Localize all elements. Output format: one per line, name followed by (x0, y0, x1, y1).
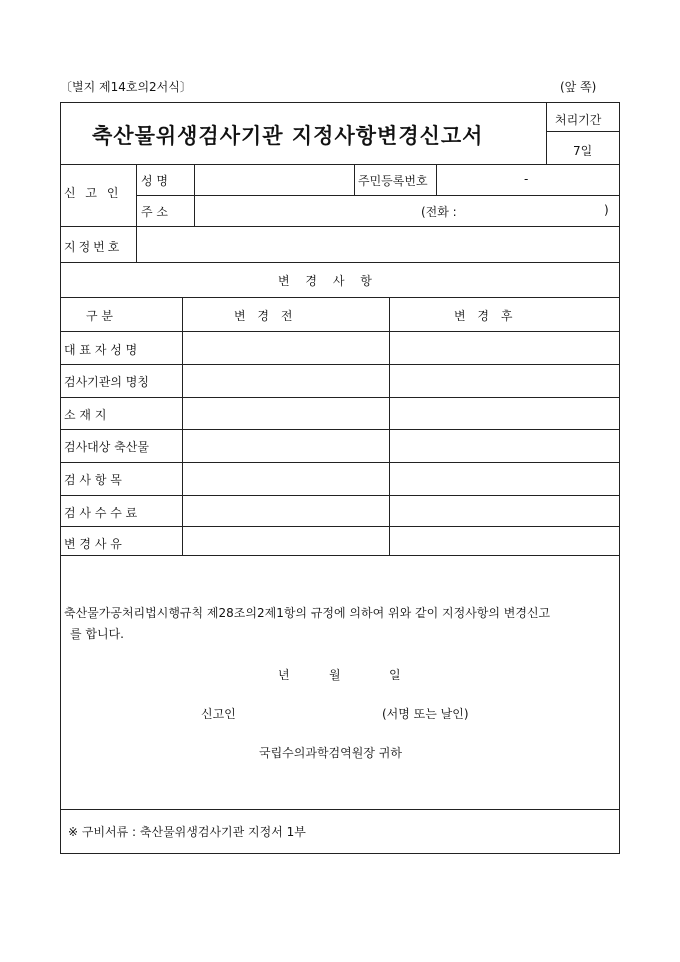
date-year-label: 년 (278, 668, 290, 682)
agency-name-after[interactable] (391, 366, 619, 396)
change-reason-before[interactable] (184, 528, 388, 554)
date-month-label: 월 (329, 668, 341, 682)
statement-line-1: 축산물가공처리법시행규칙 제28조의2제1항의 규정에 의하여 위와 같이 지정사항의 변경신고 (64, 606, 551, 620)
row-label-representative-name: 대 표 자 성 명 (64, 343, 138, 357)
processing-period-value: 7일 (573, 144, 593, 158)
address-label: 주 소 (141, 205, 168, 219)
signature-note: (서명 또는 날인) (382, 707, 469, 721)
name-label: 성 명 (141, 174, 168, 188)
representative-name-before[interactable] (184, 333, 388, 363)
phone-close-paren: ) (604, 203, 609, 217)
signer-signature-field[interactable] (250, 700, 378, 722)
phone-label: (전화 : (421, 205, 457, 219)
row-label-location: 소 재 지 (64, 408, 107, 422)
inspection-fee-before[interactable] (184, 497, 388, 525)
location-after[interactable] (391, 399, 619, 429)
location-before[interactable] (184, 399, 388, 429)
change-reason-after[interactable] (391, 528, 619, 554)
inspected-products-before[interactable] (184, 431, 388, 461)
reporter-label: 신 고 인 (64, 186, 122, 200)
form-number-label: 〔별지 제14호의2서식〕 (60, 80, 192, 94)
row-label-change-reason: 변 경 사 유 (64, 537, 122, 551)
agency-name-before[interactable] (184, 366, 388, 396)
designation-number-label: 지정번호 (64, 240, 123, 254)
category-header: 구 분 (86, 309, 113, 323)
change-items-title: 변 경 사 항 (278, 274, 378, 288)
after-change-header: 변 경 후 (454, 309, 517, 323)
inspection-fee-after[interactable] (391, 497, 619, 525)
recipient-label: 국립수의과학검역원장 귀하 (259, 746, 402, 760)
inspection-items-before[interactable] (184, 464, 388, 494)
resident-number-label: 주민등록번호 (358, 174, 428, 188)
resident-number-dash: - (524, 172, 529, 186)
statement-line-2: 를 합니다. (70, 627, 124, 641)
required-documents-note: ※ 구비서류 : 축산물위생검사기관 지정서 1부 (68, 825, 306, 839)
row-label-inspection-items: 검 사 항 목 (64, 473, 122, 487)
processing-period-label: 처리기간 (555, 113, 602, 127)
row-label-agency-name: 검사기관의 명칭 (64, 375, 149, 389)
address-field[interactable] (196, 197, 618, 225)
page-side-label: (앞 쪽) (560, 80, 597, 94)
row-label-inspection-fee: 검 사 수 수 료 (64, 506, 138, 520)
inspection-items-after[interactable] (391, 464, 619, 494)
before-change-header: 변 경 전 (234, 309, 297, 323)
row-label-inspected-products: 검사대상 축산물 (64, 440, 149, 454)
form-title: 축산물위생검사기관 지정사항변경신고서 (92, 123, 484, 148)
designation-number-field[interactable] (138, 228, 618, 260)
inspected-products-after[interactable] (391, 431, 619, 461)
signer-label: 신고인 (201, 707, 236, 721)
name-field[interactable] (196, 166, 352, 194)
date-day-label: 일 (389, 668, 401, 682)
representative-name-after[interactable] (391, 333, 619, 363)
